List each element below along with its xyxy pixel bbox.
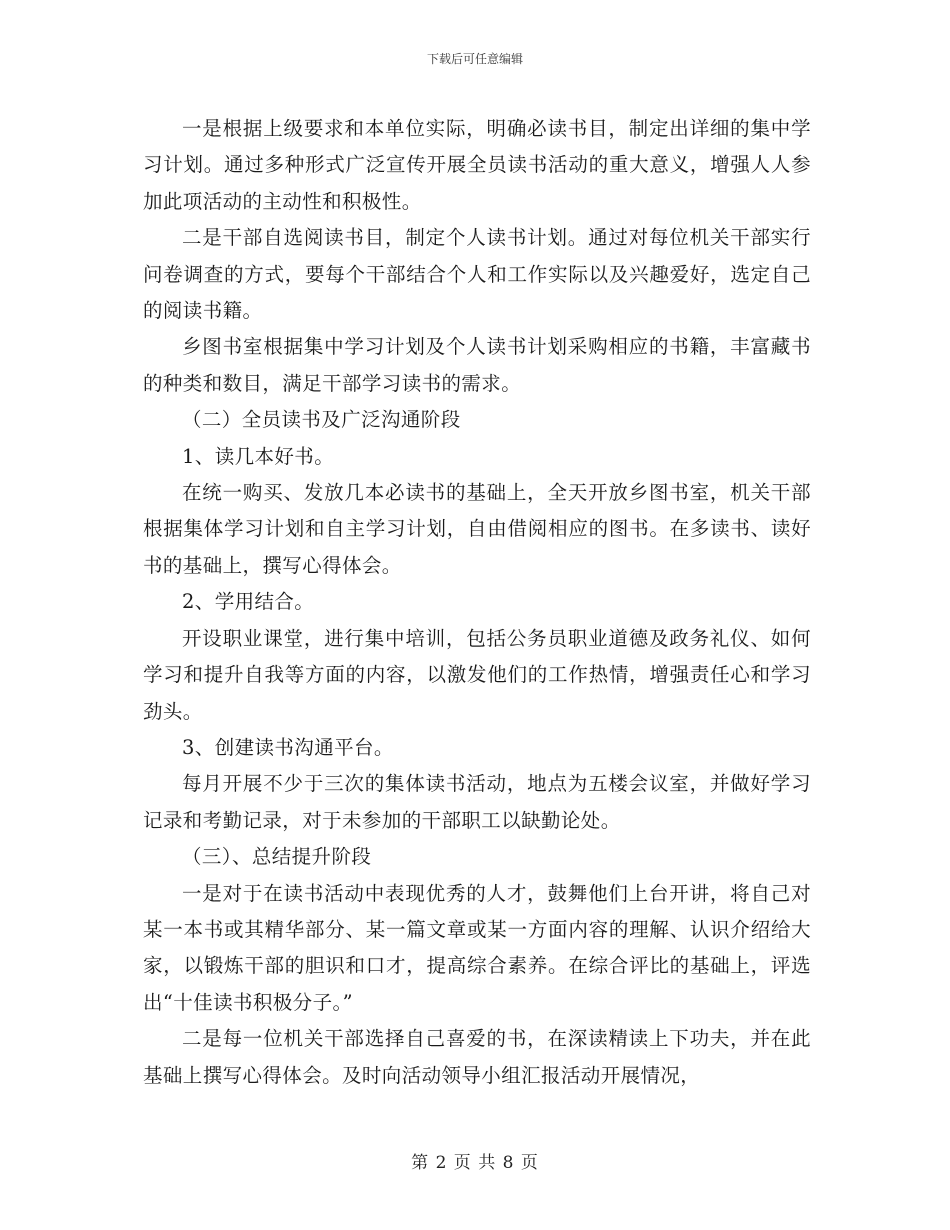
section-heading-stage-two: （二）全员读书及广泛沟通阶段 [182,408,461,432]
item-heading-communication-platform: 3、创建读书沟通平台。 [182,735,394,759]
paragraph-communication-platform: 每月开展不少于三次的集体读书活动，地点为五楼会议室，并做好学习记录和考勤记录，对于未参加的干部职工以缺勤论处。 [143,772,811,832]
paragraph-read-good-books: 在统一购买、发放几本必读书的基础上，全天开放乡图书室，机关干部根据集体学习计划和自主学习计划，自由借阅相应的图书。在多读书、读好书的基础上，撰写心得体会。 [143,481,811,577]
paragraph-outstanding-talent: 一是对于在读书活动中表现优秀的人才，鼓舞他们上台开讲，将自己对某一本书或其精华部分、某一篇文章或某一方面内容的理解、认识介绍给大家，以锻炼干部的胆识和口才，提高综合素养。在综合评比的基础上，评选出“十佳读书积极分子。” [143,881,811,1014]
item-heading-read-good-books: 1、读几本好书。 [182,444,335,468]
page-header: 下载后可任意编辑 [426,52,523,66]
page-number-footer: 第 2 页 共 8 页 [411,1153,539,1173]
paragraph-favorite-books: 二是每一位机关干部选择自己喜爱的书，在深读精读上下功夫，并在此基础上撰写心得体会。及时向活动领导小组汇报活动开展情况， [143,1027,811,1087]
document-body [143,111,811,1094]
paragraph-required-reading: 一是根据上级要求和本单位实际，明确必读书目，制定出详细的集中学习计划。通过多种形式广泛宣传开展全员读书活动的重大意义，增强人人参加此项活动的主动性和积极性。 [143,117,811,213]
item-heading-learning-application: 2、学用结合。 [182,590,315,614]
paragraph-learning-application: 开设职业课堂，进行集中培训，包括公务员职业道德及政务礼仪、如何学习和提升自我等方面的内容，以激发他们的工作热情，增强责任心和学习劲头。 [143,626,811,723]
paragraph-library-purchase: 乡图书室根据集中学习计划及个人读书计划采购相应的书籍，丰富藏书的种类和数目，满足干部学习读书的需求。 [143,335,811,395]
section-heading-stage-three: （三）、总结提升阶段 [182,845,372,869]
paragraph-self-selected-reading: 二是干部自选阅读书目，制定个人读书计划。通过对每位机关干部实行问卷调查的方式，要每个干部结合个人和工作实际以及兴趣爱好，选定自己的阅读书籍。 [143,226,811,323]
